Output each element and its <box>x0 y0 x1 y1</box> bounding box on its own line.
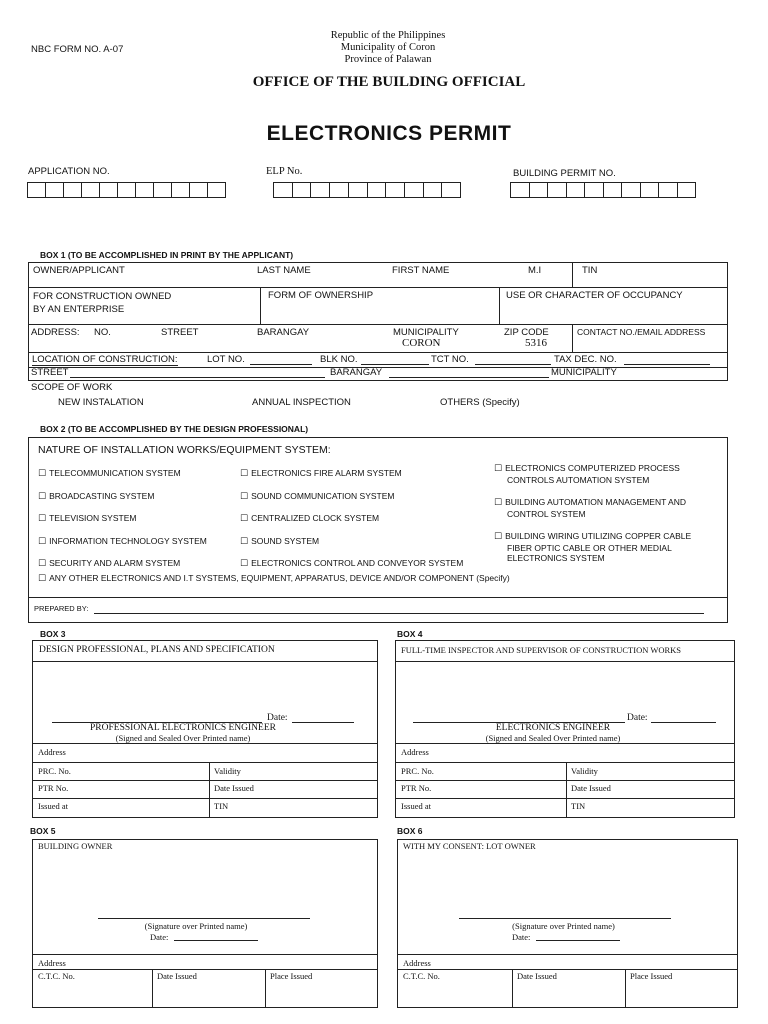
checkbox-icon: ☐ <box>38 559 47 569</box>
address-municipality-label: MUNICIPALITY <box>393 327 459 338</box>
checkbox-telecommunication[interactable] <box>38 463 207 486</box>
checkbox-label: INFORMATION TECHNOLOGY SYSTEM <box>49 535 207 546</box>
checkbox-computerized-process[interactable] <box>494 463 680 485</box>
checkbox-icon: ☐ <box>38 514 47 524</box>
republic-line: Republic of the Philippines <box>330 30 446 41</box>
zip-code-value: 5316 <box>525 337 547 349</box>
municipality-label: MUNICIPALITY <box>551 367 617 378</box>
blk-no-label: BLK NO. <box>320 354 358 365</box>
annual-inspection-option[interactable]: ANNUAL INSPECTION <box>252 397 351 408</box>
location-row <box>32 354 178 366</box>
box4-issued-at-label: Issued at <box>401 801 431 811</box>
box4-signed-note: (Signed and Sealed Over Printed name) <box>485 733 621 743</box>
province-line: Province of Palawan <box>344 54 432 65</box>
box6-date-issued-label: Date Issued <box>517 971 557 981</box>
address-label: ADDRESS: <box>31 327 80 338</box>
box6-ctc-label: C.T.C. No. <box>403 971 440 981</box>
checkbox-label-continued: FIBER OPTIC CABLE OR OTHER MEDIAL <box>507 542 672 553</box>
checkbox-broadcasting[interactable] <box>38 486 207 509</box>
elp-no-field[interactable] <box>273 182 461 198</box>
construction-owned-line: FOR CONSTRUCTION OWNED <box>33 291 172 302</box>
application-no-label: APPLICATION NO. <box>28 166 110 177</box>
box5-address-label: Address <box>38 958 66 968</box>
checkbox-television[interactable] <box>38 508 207 531</box>
checkbox-icon: ☐ <box>240 469 249 479</box>
checkbox-any-other[interactable] <box>38 573 510 584</box>
first-name-label: FIRST NAME <box>392 265 450 276</box>
issuing-authority <box>0 30 768 66</box>
box5-date-line[interactable] <box>174 940 258 941</box>
box5-title: BUILDING OWNER <box>38 841 113 851</box>
checkbox-label: TELECOMMUNICATION SYSTEM <box>49 468 181 478</box>
barangay-label: BARANGAY <box>330 367 383 378</box>
checkbox-label: ELECTRONICS COMPUTERIZED PROCESS <box>505 463 680 473</box>
location-label: LOCATION OF CONSTRUCTION: <box>32 354 178 365</box>
box3-date-label: Date: <box>267 713 288 723</box>
box2-heading: BOX 2 (TO BE ACCOMPLISHED BY THE DESIGN PROFESSIONAL) <box>40 424 309 434</box>
box3-signatory <box>32 723 378 743</box>
box5-date-label: Date: <box>150 932 169 942</box>
checkbox-label: SECURITY AND ALARM SYSTEM <box>49 558 181 568</box>
lot-no-label: LOT NO. <box>207 354 245 365</box>
elp-no-label: ELP No. <box>266 166 303 177</box>
zip-code-label: ZIP CODE <box>504 327 549 338</box>
checkbox-icon: ☐ <box>240 514 249 524</box>
use-occupancy-label: USE OR CHARACTER OF OCCUPANCY <box>506 290 683 301</box>
box3-address-label: Address <box>38 747 66 757</box>
box3-role: PROFESSIONAL ELECTRONICS ENGINEER <box>90 723 276 733</box>
box6-signature-line[interactable] <box>459 918 671 919</box>
tct-no-label: TCT NO. <box>431 354 469 365</box>
box3-validity-label: Validity <box>214 766 241 776</box>
checkbox-icon: ☐ <box>38 469 47 479</box>
checkbox-label: CENTRALIZED CLOCK SYSTEM <box>251 513 380 523</box>
street-label: STREET <box>31 367 69 378</box>
checkbox-centralized-clock[interactable] <box>240 508 463 531</box>
construction-owned-label <box>33 290 171 316</box>
last-name-label: LAST NAME <box>257 265 311 276</box>
checkbox-label: TELEVISION SYSTEM <box>49 513 137 523</box>
box4-tin-label: TIN <box>571 801 586 811</box>
form-of-ownership-label: FORM OF OWNERSHIP <box>268 290 374 301</box>
checkbox-label-continued: CONTROLS AUTOMATION SYSTEM <box>507 474 650 485</box>
contact-label: CONTACT NO./EMAIL ADDRESS <box>577 327 706 337</box>
box5-signature-label: (Signature over Printed name) <box>144 921 248 931</box>
address-street-label: STREET <box>161 327 199 338</box>
box4-date-label: Date: <box>627 713 648 723</box>
municipality-line: Municipality of Coron <box>340 42 436 53</box>
box6-title: WITH MY CONSENT: LOT OWNER <box>403 841 536 851</box>
mi-label: M.I <box>528 265 542 276</box>
owner-applicant-label: OWNER/APPLICANT <box>33 265 125 276</box>
checkbox-label: SOUND COMMUNICATION SYSTEM <box>251 490 395 501</box>
box3-ptr-label: PTR No. <box>38 783 69 793</box>
municipality-value: CORON <box>402 337 441 349</box>
box3-title: DESIGN PROFESSIONAL, PLANS AND SPECIFICATION <box>39 645 275 655</box>
box6-date-label: Date: <box>512 932 531 942</box>
box4-ptr-label: PTR No. <box>401 783 432 793</box>
checkbox-label: BROADCASTING SYSTEM <box>49 490 155 501</box>
new-installation-option[interactable]: NEW INSTALATION <box>58 397 144 408</box>
box5-label: BOX 5 <box>30 826 56 836</box>
checkbox-icon: ☐ <box>494 532 503 542</box>
office-title: OFFICE OF THE BUILDING OFFICIAL <box>252 74 526 90</box>
box4-date-issued-label: Date Issued <box>571 783 611 793</box>
box5-ctc-label: C.T.C. No. <box>38 971 75 981</box>
nature-of-installation-label: NATURE OF INSTALLATION WORKS/EQUIPMENT SYSTEM: <box>38 444 331 456</box>
page-title: ELECTRONICS PERMIT <box>266 122 512 145</box>
box3-prc-label: PRC. No. <box>38 766 71 776</box>
box5-date-issued-label: Date Issued <box>157 971 197 981</box>
others-option[interactable]: OTHERS (Specify) <box>440 397 520 408</box>
checkbox-information-technology[interactable] <box>38 531 207 554</box>
box4-validity-label: Validity <box>571 766 598 776</box>
checkbox-icon: ☐ <box>240 559 249 569</box>
box4-role: ELECTRONICS ENGINEER <box>495 723 611 733</box>
box4-address-label: Address <box>401 747 429 757</box>
checkbox-sound-communication[interactable] <box>240 486 463 509</box>
systems-column-2 <box>240 463 463 576</box>
box1-heading: BOX 1 (TO BE ACCOMPLISHED IN PRINT BY THE APPLICANT) <box>40 250 294 260</box>
building-permit-no-field[interactable] <box>510 182 696 198</box>
checkbox-icon: ☐ <box>240 536 249 547</box>
tin-label: TIN <box>582 265 598 276</box>
tax-dec-label: TAX DEC. NO. <box>554 354 617 365</box>
checkbox-label-continued: ELECTRONICS SYSTEM <box>507 553 605 563</box>
address-barangay-label: BARANGAY <box>257 327 310 338</box>
checkbox-icon: ☐ <box>494 498 503 508</box>
box3-label: BOX 3 <box>40 629 66 639</box>
prepared-by-line[interactable] <box>94 613 704 614</box>
box6-label: BOX 6 <box>397 826 423 836</box>
checkbox-icon: ☐ <box>240 491 249 502</box>
box3-tin-label: TIN <box>214 801 229 811</box>
form-number: NBC FORM NO. A-07 <box>31 44 124 55</box>
address-no-label: NO. <box>94 327 111 338</box>
checkbox-label: SOUND SYSTEM <box>251 535 320 546</box>
building-permit-no-label: BUILDING PERMIT NO. <box>513 168 616 179</box>
box3-signed-note: (Signed and Sealed Over Printed name) <box>115 733 251 743</box>
box5-place-issued-label: Place Issued <box>270 971 313 981</box>
checkbox-building-automation[interactable] <box>494 497 686 519</box>
checkbox-label: ELECTRONICS FIRE ALARM SYSTEM <box>251 468 402 478</box>
box4-signatory <box>395 723 735 743</box>
scope-of-work-label: SCOPE OF WORK <box>31 382 113 393</box>
checkbox-icon: ☐ <box>38 574 47 584</box>
box6-signature-label: (Signature over Printed name) <box>512 921 615 931</box>
box5-signature-line[interactable] <box>98 918 310 919</box>
systems-column-1 <box>38 463 207 576</box>
by-enterprise-line: BY AN ENTERPRISE <box>33 304 125 315</box>
box4-title: FULL-TIME INSPECTOR AND SUPERVISOR OF CONSTRUCTION WORKS <box>401 645 682 655</box>
box4-label: BOX 4 <box>397 629 423 639</box>
checkbox-sound-system[interactable] <box>240 531 463 554</box>
checkbox-label-continued: CONTROL SYSTEM <box>507 508 586 519</box>
application-no-field[interactable] <box>27 182 226 198</box>
checkbox-icon: ☐ <box>494 464 503 474</box>
checkbox-label: ANY OTHER ELECTRONICS AND I.T SYSTEMS, EQUIPMENT, APPARATUS, DEVICE AND/OR COMPONENT (Specify) <box>49 573 510 583</box>
box6-address-label: Address <box>403 958 431 968</box>
checkbox-fire-alarm[interactable] <box>240 463 463 486</box>
checkbox-building-wiring[interactable] <box>494 531 691 564</box>
prepared-by-label: PREPARED BY: <box>34 604 89 613</box>
checkbox-label: BUILDING WIRING UTILIZING COPPER CABLE <box>505 531 692 541</box>
box3-issued-at-label: Issued at <box>38 801 68 811</box>
checkbox-icon: ☐ <box>38 536 47 547</box>
box4-prc-label: PRC. No. <box>401 766 434 776</box>
checkbox-label: BUILDING AUTOMATION MANAGEMENT AND <box>505 497 686 507</box>
box6-place-issued-label: Place Issued <box>630 971 673 981</box>
box3-date-issued-label: Date Issued <box>214 783 254 793</box>
box6-date-line[interactable] <box>536 940 620 941</box>
checkbox-label: ELECTRONICS CONTROL AND CONVEYOR SYSTEM <box>251 558 464 568</box>
checkbox-icon: ☐ <box>38 491 47 502</box>
